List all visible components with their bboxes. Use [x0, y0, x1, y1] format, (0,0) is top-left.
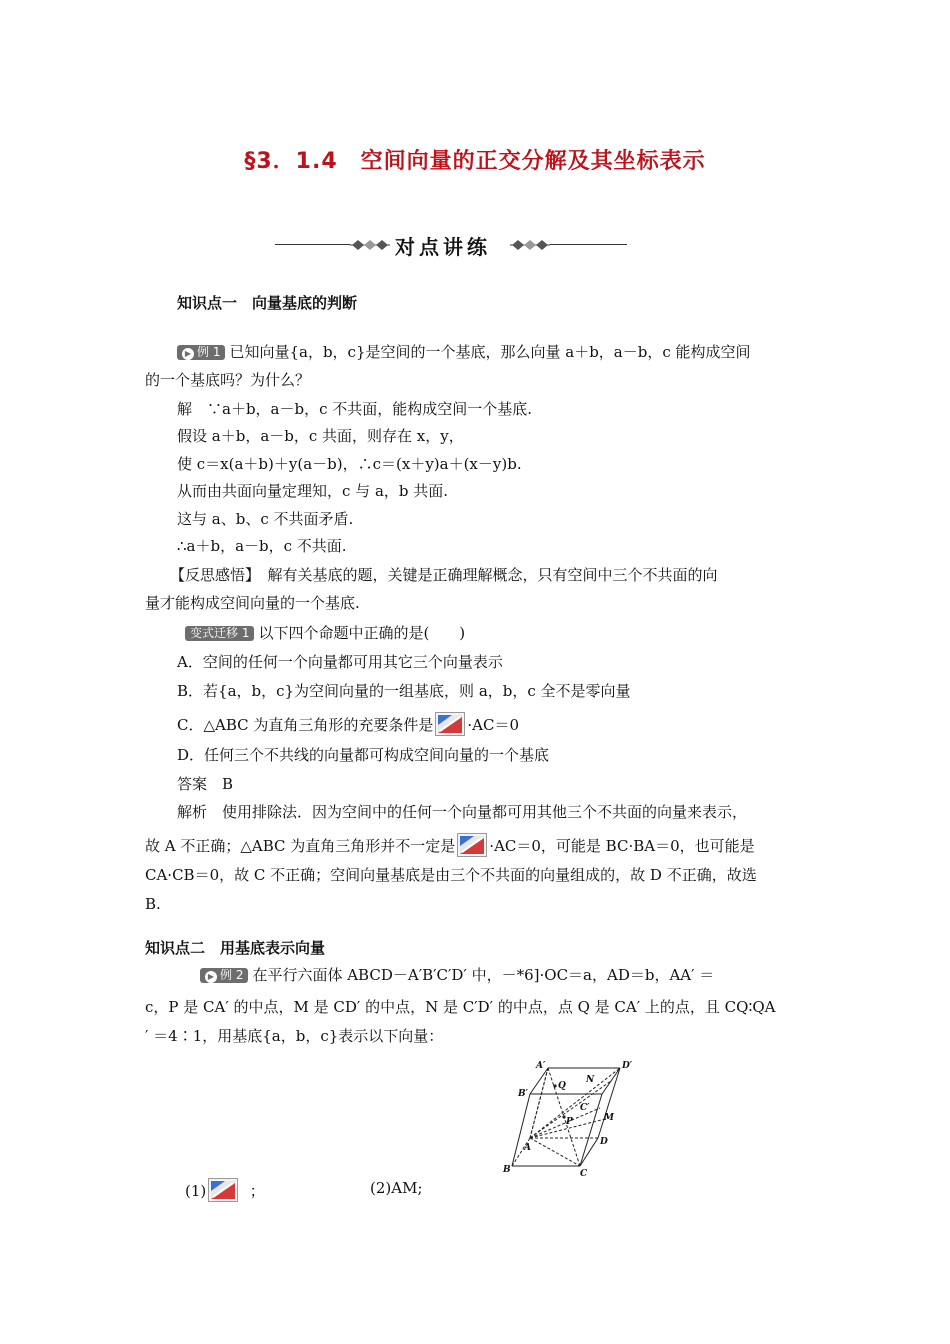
part-1 [185, 1178, 265, 1202]
label-q: Q [558, 1081, 566, 1091]
explanation-text-2b: ·AC＝0，可能是 BC·BA＝0，也可能是 [489, 837, 755, 855]
example-tag-label: 例 1 [197, 345, 221, 359]
variant-question-text: 以下四个命题中正确的是( ) [258, 624, 466, 642]
diagonal [530, 1068, 548, 1138]
option-b: B．若{a，b，c}为空间向量的一组基底，则 a，b，c 全不是零向量 [177, 682, 631, 700]
edge [580, 1138, 598, 1166]
broken-image-icon [208, 1178, 238, 1202]
variant-tag: 变式迁移 1 [185, 626, 254, 641]
diamond-ornament-icon [350, 238, 390, 252]
diamond-ornament-icon [510, 238, 550, 252]
part-1-label: (1) [185, 1182, 207, 1200]
example-1-line-1 [177, 342, 751, 362]
broken-image-icon [435, 712, 465, 736]
label-b: B [503, 1165, 511, 1175]
example-2-line-1 [200, 965, 714, 985]
diagonal [530, 1068, 620, 1138]
example-2-line-2: c，P 是 CA′ 的中点，M 是 CD′ 的中点，N 是 C′D′ 的中点，点 Q 是 CA′ 上的点，且 CQ∶QA [145, 998, 776, 1016]
solution-line-2: 假设 a＋b，a－b，c 共面，则存在 x，y， [177, 427, 464, 445]
example-1-line-2: 的一个基底吗？为什么？ [145, 371, 311, 389]
example-1-text: 已知向量{a，b，c}是空间的一个基底，那么向量 a＋b，a－b，c 能构成空间 [229, 343, 751, 361]
solution-line-3: 使 c＝x(a＋b)＋y(a－b)，∴c＝(x＋y)a＋(x－y)b. [177, 455, 522, 473]
explanation-line-1: 解析 使用排除法．因为空间中的任何一个向量都可用其他三个不共面的向量来表示， [177, 803, 748, 821]
label-a-prime: A′ [536, 1061, 546, 1071]
parallelepiped-figure [500, 1058, 650, 1178]
option-d: D．任何三个不共线的向量都可构成空间向量的一个基底 [177, 746, 550, 764]
explanation-line-4: B. [145, 895, 161, 913]
label-c: C [580, 1169, 588, 1178]
solution-line-1: 解 ∵a＋b，a－b，c 不共面，能构成空间一个基底. [177, 400, 533, 418]
part-2: (2)AM; [370, 1179, 423, 1197]
section-banner [275, 230, 627, 260]
page-title: §3．1.4 空间向量的正交分解及其坐标表示 [244, 149, 706, 174]
broken-image-icon [457, 833, 487, 857]
banner-text: 对点讲练 [395, 235, 491, 259]
label-d: D [600, 1137, 608, 1147]
diagonal [530, 1138, 580, 1166]
banner-rule-left [275, 244, 350, 245]
example-tag [177, 345, 225, 360]
solution-line-6: ∴a＋b，a－b，c 不共面. [177, 537, 347, 555]
option-c-text-2: ·AC＝0 [467, 716, 520, 734]
solution-line-4: 从而由共面向量定理知，c 与 a，b 共面. [177, 482, 449, 500]
label-m: M [604, 1113, 614, 1123]
label-d-prime: D′ [622, 1061, 633, 1071]
label-p: P [566, 1117, 573, 1127]
point-q [553, 1084, 556, 1087]
edge [598, 1068, 620, 1138]
edge [602, 1068, 620, 1094]
example-2-text: 在平行六面体 ABCD－A′B′C′D′ 中，－*6]·OC＝a，AD＝b，AA′ ＝ [252, 966, 715, 984]
section-heading-2: 知识点二 用基底表示向量 [145, 939, 326, 957]
edge [512, 1094, 530, 1166]
reflection-line-1: 【反思感悟】 解有关基底的题，关键是正确理解概念，只有空间中三个不共面的向 [170, 566, 718, 584]
edge [530, 1068, 548, 1094]
explanation-line-2 [145, 833, 755, 857]
explanation-line-3: CA·CB＝0，故 C 不正确；空间向量基底是由三个不共面的向量组成的，故 D 不正确，故选 [145, 866, 757, 884]
label-n: N [586, 1075, 595, 1085]
play-icon: ▶ [182, 348, 194, 360]
banner-rule-right [550, 244, 627, 245]
part-1-sep: ； [249, 1182, 265, 1200]
option-a: A．空间的任何一个向量都可用其它三个向量表示 [177, 653, 503, 671]
variant-question [185, 623, 465, 643]
play-icon: ▶ [205, 971, 217, 983]
reflection-line-2: 量才能构成空间向量的一个基底. [145, 594, 360, 612]
section-heading-1: 知识点一 向量基底的判断 [177, 294, 358, 312]
solution-line-5: 这与 a、b、c 不共面矛盾. [177, 510, 354, 528]
example-tag-label: 例 2 [220, 968, 244, 982]
explanation-text-2a: 故 A 不正确；△ABC 为直角三角形并不一定是 [145, 837, 456, 855]
example-tag [200, 968, 248, 983]
label-b-prime: B′ [518, 1089, 528, 1099]
option-c [177, 712, 519, 736]
answer: 答案 B [177, 775, 234, 793]
example-2-line-3: ′ ＝4∶1，用基底{a，b，c}表示以下向量： [145, 1027, 444, 1045]
option-c-text-1: C．△ABC 为直角三角形的充要条件是 [177, 716, 434, 734]
label-a: A [524, 1143, 531, 1153]
label-c-prime: C′ [580, 1103, 590, 1113]
